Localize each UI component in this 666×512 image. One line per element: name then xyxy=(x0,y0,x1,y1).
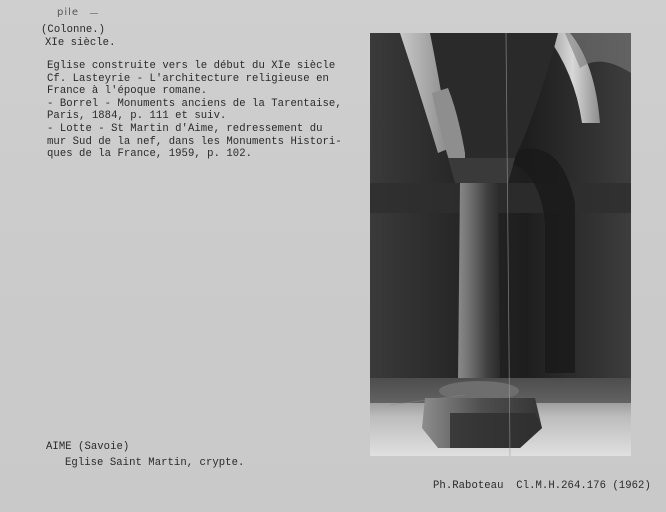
note-line: France à l'époque romane. xyxy=(47,85,208,98)
note-line: Eglise construite vers le début du XIe siècle xyxy=(47,60,336,72)
handwritten-note: pile xyxy=(57,7,80,18)
period: XIe siècle. xyxy=(45,36,116,49)
note-line: Paris, 1884, p. 111 et suiv. xyxy=(47,110,227,123)
note-line: - Borrel - Monuments anciens de la Tarentaise, xyxy=(47,97,342,110)
column-photograph xyxy=(370,33,631,456)
note-line: mur Sud de la nef, dans les Monuments Histori- xyxy=(47,135,342,148)
note-line: Cf. Lasteyrie - L'architecture religieuse en xyxy=(47,72,329,85)
bibliographic-notes xyxy=(47,60,342,161)
location-building: Eglise Saint Martin, crypte. xyxy=(65,457,245,469)
note-line: ques de la France, 1959, p. 102. xyxy=(47,148,253,161)
object-type: (Colonne.) xyxy=(41,24,106,36)
photo-credit: Ph.Raboteau Cl.M.H.264.176 (1962) xyxy=(433,480,651,492)
note-line: - Lotte - St Martin d'Aime, redressement du xyxy=(47,122,323,135)
location-place: AIME (Savoie) xyxy=(46,441,130,453)
handwritten-dash xyxy=(90,13,98,14)
photo-illustration xyxy=(370,33,631,456)
card-header xyxy=(41,24,115,49)
